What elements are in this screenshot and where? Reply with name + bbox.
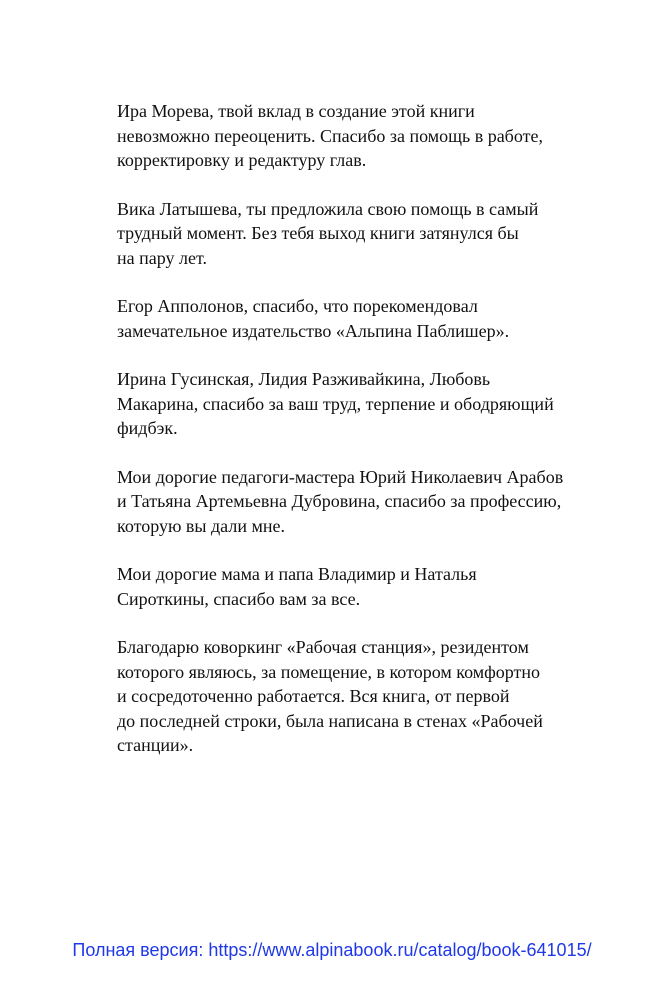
text-line: невозможно переоценить. Спасибо за помощь в работе, — [117, 125, 543, 146]
text-line: до последней строки, была написана в стенах «Рабочей — [117, 710, 543, 731]
text-line: Благодарю коворкинг «Рабочая станция», резидентом — [117, 637, 529, 657]
paragraph-2 — [117, 197, 617, 271]
text-line: которую вы дали мне. — [117, 515, 285, 536]
text-line: Егор Апполонов, спасибо, что порекомендовал — [117, 296, 478, 316]
paragraph-4 — [117, 367, 617, 441]
text-line: на пару лет. — [117, 247, 207, 268]
text-line: трудный момент. Без тебя выход книги затянулся бы — [117, 223, 519, 243]
paragraph-7 — [117, 635, 617, 758]
text-line: Сироткины, спасибо вам за все. — [117, 588, 361, 609]
paragraph-1 — [117, 99, 617, 173]
text-line: и Татьяна Артемьевна Дубровина, спасибо за профессию, — [117, 491, 562, 511]
text-line: Вика Латышева, ты предложила свою помощь в самый — [117, 198, 539, 219]
text-line: которого являюсь, за помещение, в котором комфортно — [117, 661, 541, 682]
acknowledgements-text — [117, 99, 617, 782]
full-version-link[interactable]: Полная версия: https://www.alpinabook.ru/catalog/book-641015/ — [72, 940, 592, 960]
text-line: замечательное издательство «Альпина Паблишер». — [117, 320, 510, 341]
text-line: Ирина Гусинская, Лидия Разживайкина, Любовь — [117, 369, 491, 389]
paragraph-3 — [117, 294, 617, 343]
text-line: Мои дорогие мама и папа Владимир и Наталья — [117, 564, 477, 584]
text-line: Ира Морева, твой вклад в создание этой книги — [117, 101, 475, 121]
text-line: Макарина, спасибо за ваш труд, терпение и ободряющий — [117, 393, 554, 414]
text-line: фидбэк. — [117, 418, 178, 438]
text-line: станции». — [117, 735, 194, 755]
paragraph-5 — [117, 465, 617, 539]
text-line: корректировку и редактуру глав. — [117, 150, 367, 170]
paragraph-6 — [117, 562, 617, 611]
text-line: и сосредоточенно работается. Вся книга, от первой — [117, 686, 510, 706]
text-line: Мои дорогие педагоги-мастера Юрий Николаевич Арабов — [117, 466, 564, 487]
